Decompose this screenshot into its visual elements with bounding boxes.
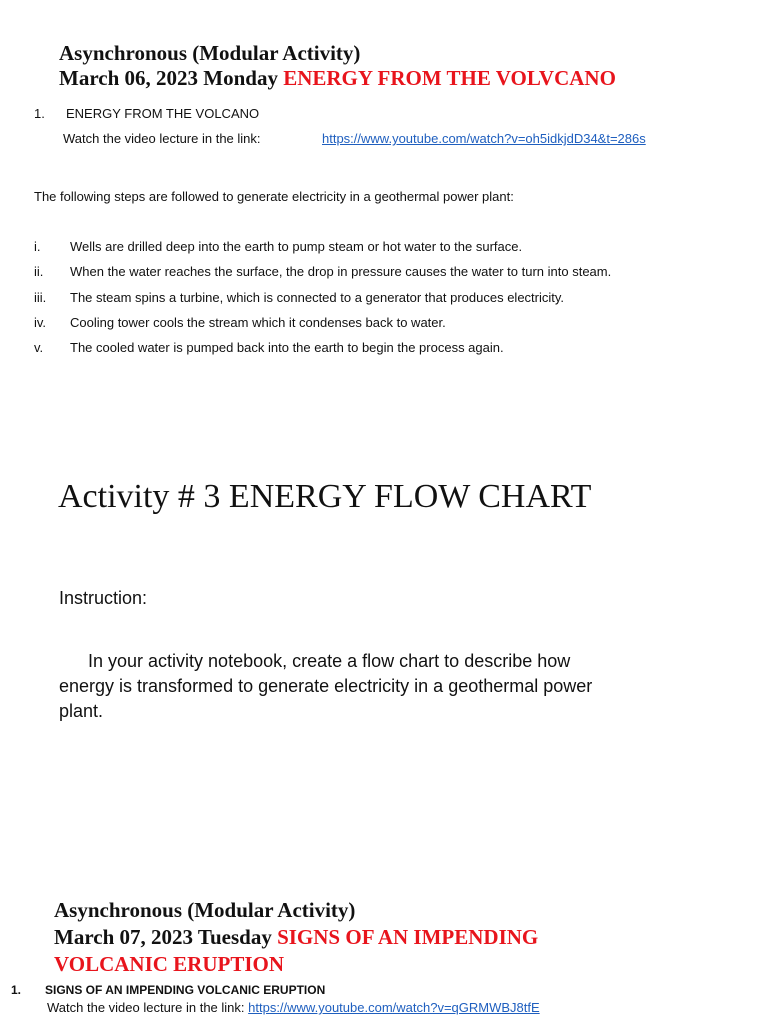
activity-title: Activity # 3 ENERGY FLOW CHART — [58, 478, 592, 515]
list-item-text: Wells are drilled deep into the earth to pump steam or hot water to the surface. — [70, 239, 523, 254]
steps-intro: The following steps are followed to generate electricity in a geothermal power plant: — [34, 189, 514, 204]
section2-item-title: SIGNS OF AN IMPENDING VOLCANIC ERUPTION — [45, 983, 326, 997]
section2-heading-line1: Asynchronous (Modular Activity) — [54, 898, 356, 922]
section1-video-link[interactable]: https://www.youtube.com/watch?v=oh5idkjdD34&t=286s — [322, 131, 646, 146]
section1-item-number: 1. — [34, 106, 45, 121]
section1-date: March 06, 2023 Monday — [59, 66, 278, 90]
list-item-text: The steam spins a turbine, which is connected to a generator that produces electricity. — [70, 290, 565, 305]
section2-video-link[interactable]: https://www.youtube.com/watch?v=qGRMWBJ8tfE — [248, 1000, 540, 1015]
section1-topic: ENERGY FROM THE VOLVCANO — [283, 66, 616, 90]
section2-heading-line2 — [54, 924, 538, 950]
list-item-number: v. — [34, 340, 44, 355]
instruction-label: Instruction: — [59, 588, 148, 608]
instruction-line1: In your activity notebook, create a flow chart to describe how — [88, 651, 571, 671]
section1-heading-line1: Asynchronous (Modular Activity) — [59, 41, 361, 65]
list-item-number: i. — [34, 239, 41, 254]
section2-item-number: 1. — [11, 983, 22, 997]
list-item-text: When the water reaches the surface, the drop in pressure causes the water to turn into steam. — [70, 264, 612, 279]
list-item-number: iv. — [34, 315, 47, 330]
list-item-text: Cooling tower cools the stream which it condenses back to water. — [70, 315, 446, 330]
section1-heading-line2 — [59, 65, 616, 91]
section1-item-title: ENERGY FROM THE VOLCANO — [66, 106, 260, 121]
section1-watch-text: Watch the video lecture in the link: — [63, 131, 261, 146]
list-item-number: ii. — [34, 264, 44, 279]
section2-date: March 07, 2023 Tuesday — [54, 925, 272, 949]
list-item-text: The cooled water is pumped back into the earth to begin the process again. — [70, 340, 504, 355]
instruction-line2: energy is transformed to generate electricity in a geothermal power — [59, 676, 593, 696]
list-item-number: iii. — [34, 290, 47, 305]
instruction-line3: plant. — [59, 701, 104, 721]
section2-watch-line — [47, 1000, 540, 1015]
section2-topic: SIGNS OF AN IMPENDING — [277, 925, 539, 949]
section2-watch-text: Watch the video lecture in the link: — [47, 1000, 245, 1015]
section2-topic-line2: VOLCANIC ERUPTION — [54, 952, 285, 976]
